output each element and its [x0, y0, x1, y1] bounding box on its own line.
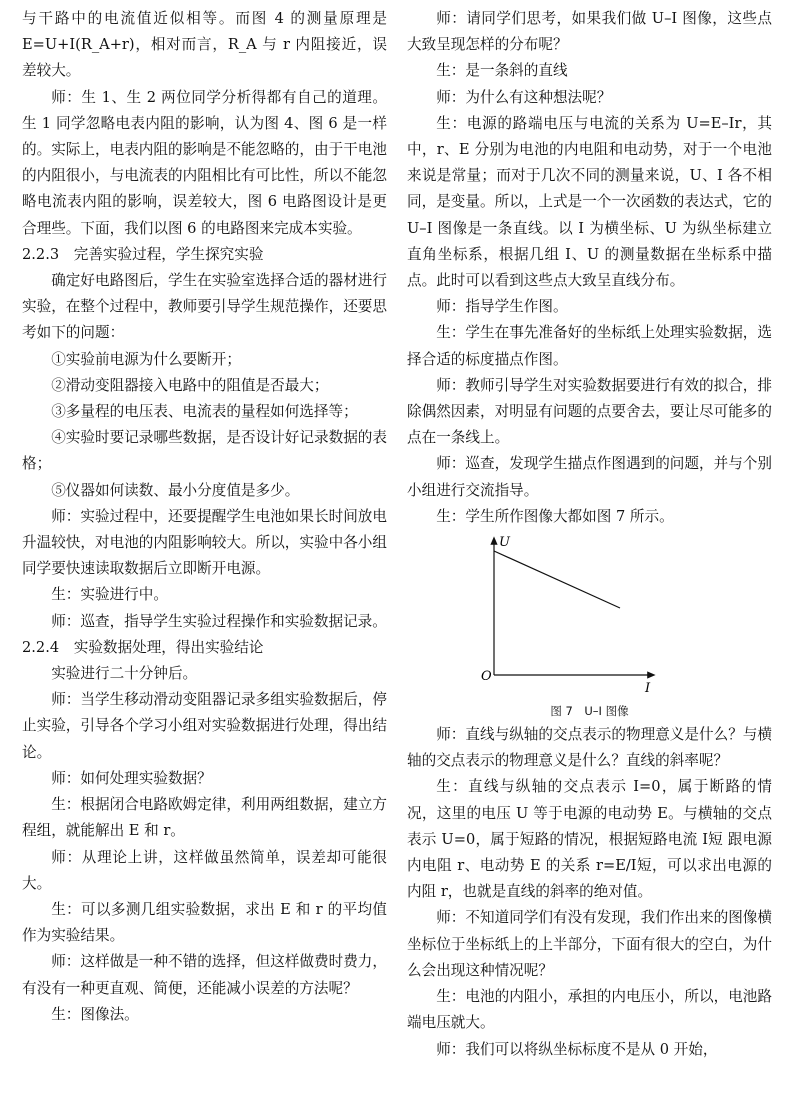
- paragraph: 师：这样做是一种不错的选择，但这样做费时费力，有没有一种更直观、简便，还能减小误差的方法呢？: [22, 953, 387, 997]
- paragraph: ①实验前电源为什么要断开；: [51, 350, 241, 368]
- u-i-line: [494, 551, 620, 608]
- paragraph: 师：如何处理实验数据？: [51, 769, 212, 787]
- origin-label: O: [481, 669, 492, 685]
- section-heading: 2.2.4 实验数据处理，得出实验结论: [22, 638, 264, 656]
- paragraph: 生：是一条斜的直线: [436, 62, 568, 80]
- paragraph: 师：我们可以将纵坐标标度不是从 0 开始，: [436, 1040, 718, 1058]
- paragraph: 师：不知道同学们有没有发现，我们作出来的图像横坐标位于坐标纸上的上半部分，下面有很大的空白，为什么会出现这种情况呢？: [407, 909, 772, 979]
- paragraph: 师：巡查，指导学生实验过程操作和实验数据记录。: [51, 612, 387, 630]
- paragraph: 师：从理论上讲，这样做虽然简单，误差却可能很大。: [22, 848, 387, 892]
- x-axis-label: I: [645, 681, 651, 697]
- right-bottom-text: [407, 722, 772, 1063]
- section-heading: 2.2.3 完善实验过程，学生探究实验: [22, 245, 264, 263]
- paragraph: 师：教师引导学生对实验数据要进行有效的拟合，排除偶然因素，对明显有问题的点要舍去，要让尽可能多的点在一条线上。: [407, 376, 772, 447]
- y-axis-label: U: [499, 535, 510, 551]
- paragraph: 师：指导学生作图。: [436, 298, 568, 316]
- paragraph: 师：生 1、生 2 两位同学分析得都有自己的道理。生 1 同学忽略电表内阻的影响，认为图 4、图 6 是一样的。实际上，电表内阻的影响是不能忽略的，由于干电池的内阻很小，与电流表的内阻相比有可比性，所以不能忽略电流表内阻的影响，误差较大，图 6 电路图设计是更合理些。下面，我们以图 6 的电路图来完成本实验。: [22, 88, 387, 237]
- left-column: [22, 6, 387, 1028]
- paragraph: 与干路中的电流值近似相等。而图 4 的测量原理是 E=U+I(R_A+r)，相对而言，R_A 与 r 内阻接近，误差较大。: [22, 10, 387, 80]
- paragraph: 生：电源的路端电压与电流的关系为 U=E–Ir，其中，r、E 分别为电池的内电阻和电动势，对于一个电池来说是常量；而对于几次不同的测量来说，U、I 各不相同，是变量。所以，上式是一个一次函数的表达式，它的 U–I 图像是一条直线。以 I 为横坐标、U 为纵坐标建立直角坐标系，根据几组 I、U 的测量数据在坐标系中描点。此时可以看到这些点大致呈直线分布。: [407, 114, 772, 290]
- right-column: [407, 6, 772, 1063]
- paragraph: 师：巡查，发现学生描点作图遇到的问题，并与个别小组进行交流指导。: [407, 455, 772, 499]
- paragraph: 生：直线与纵轴的交点表示 I=0，属于断路的情况，这里的电压 U 等于电源的电动势 E。与横轴的交点表示 U=0，属于短路的情况，根据短路电流 I短 跟电源内电阻 r、电动势 E 的关系 r=E/I短，可以求出电源的内阻 r，也就是直线的斜率的绝对值。: [407, 778, 772, 901]
- figure-caption: 图 7 U–I 图像: [550, 704, 629, 719]
- paragraph: ②滑动变阻器接入电路中的阻值是否最大；: [51, 376, 329, 394]
- paragraph: 生：学生在事先准备好的坐标纸上处理实验数据，选择合适的标度描点作图。: [407, 324, 772, 368]
- paragraph: 师：直线与纵轴的交点表示的物理意义是什么？与横轴的交点表示的物理意义是什么？直线的斜率呢？: [407, 726, 772, 770]
- paragraph: ⑤仪器如何读数、最小分度值是多少。: [51, 481, 300, 499]
- paragraph: 实验进行二十分钟后。: [51, 665, 198, 683]
- paragraph: 生：学生所作图像大都如图 7 所示。: [436, 507, 674, 525]
- paragraph: 生：电池的内阻小，承担的内电压小，所以，电池路端电压就大。: [407, 988, 772, 1032]
- paragraph: 生：图像法。: [51, 1005, 139, 1023]
- paragraph: 师：请同学们思考，如果我们做 U–I 图像，这些点大致呈现怎样的分布呢？: [407, 10, 772, 54]
- figure-7: [407, 532, 772, 702]
- paragraph: 生：实验进行中。: [51, 586, 168, 604]
- paragraph: 师：当学生移动滑动变阻器记录多组实验数据后，停止实验，引导各个学习小组对实验数据进行处理，得出结论。: [22, 691, 387, 761]
- right-top-text: [407, 6, 772, 530]
- paragraph: 生：可以多测几组实验数据，求出 E 和 r 的平均值作为实验结果。: [22, 900, 387, 945]
- u-i-graph: [457, 532, 657, 697]
- paragraph: 生：根据闭合电路欧姆定律，利用两组数据，建立方程组，就能解出 E 和 r。: [22, 796, 387, 840]
- paragraph: 确定好电路图后，学生在实验室选择合适的器材进行实验，在整个过程中，教师要引导学生规范操作，还要思考如下的问题：: [22, 272, 387, 342]
- paragraph: 师：为什么有这种想法呢？: [436, 88, 612, 106]
- paragraph: ③多量程的电压表、电流表的量程如何选择等；: [51, 403, 358, 421]
- paragraph: ④实验时要记录哪些数据，是否设计好记录数据的表格；: [22, 429, 387, 473]
- paragraph: 师：实验过程中，还要提醒学生电池如果长时间放电升温较快，对电池的内阻影响较大。所以，实验中各小组同学要快速读取数据后立即断开电源。: [22, 507, 387, 578]
